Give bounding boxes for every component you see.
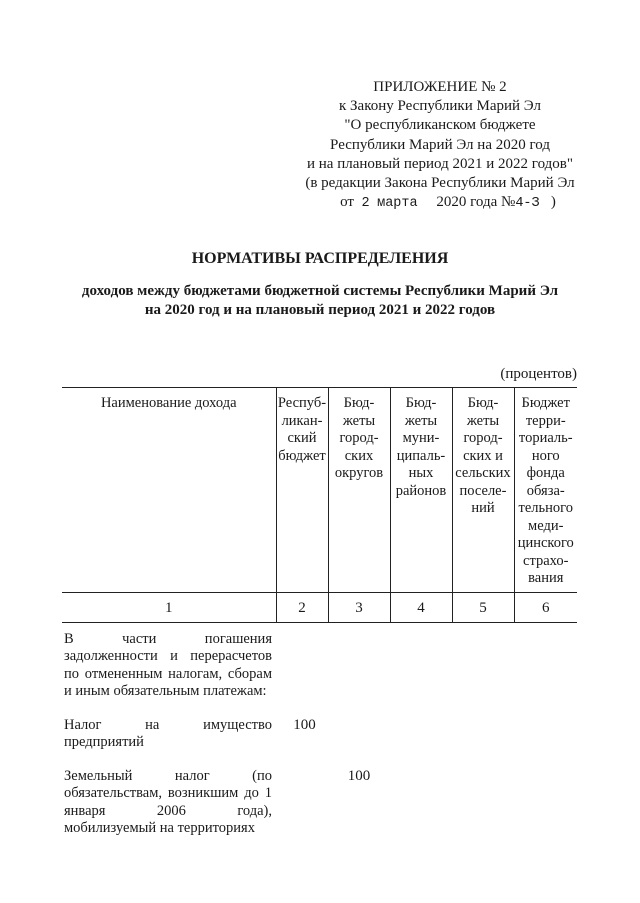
document-title: НОРМАТИВЫ РАСПРЕДЕЛЕНИЯ — [191, 250, 449, 267]
table-header-row — [62, 388, 577, 593]
table-row — [62, 713, 577, 764]
income-value: 100 — [293, 716, 316, 733]
appendix-date-day: 2 — [361, 196, 370, 212]
header-municipal-district-budgets: Бюд- жеты муни- ципаль- ных районов — [390, 388, 452, 593]
header-medical-insurance-fund: Бюджет терри- ториаль- ного фонда обяза- тельного меди- цинского страхо- вания — [514, 388, 577, 593]
distribution-table — [62, 387, 577, 838]
income-value — [276, 622, 328, 713]
income-value — [276, 764, 328, 838]
appendix-law-ref: к Закону Республики Марий Эл — [338, 98, 541, 115]
column-number: 1 — [62, 592, 276, 622]
income-value — [452, 713, 514, 764]
subtitle-line-1: доходов между бюджетами бюджетной системы Республики Марий Эл — [81, 283, 559, 299]
income-value — [514, 713, 577, 764]
header-republican-budget: Респуб- ликан- ский бюджет — [276, 388, 328, 593]
column-number: 3 — [328, 592, 390, 622]
income-value — [514, 622, 577, 713]
table-row — [62, 764, 577, 838]
income-value — [514, 764, 577, 838]
unit-label: (процентов) — [500, 366, 577, 382]
income-value — [390, 622, 452, 713]
income-value — [390, 713, 452, 764]
income-value — [328, 622, 390, 713]
income-name: В части погашения задолженности и перерасчетов по отмененным налогам, сборам и иным обязательным платежам: — [64, 630, 272, 699]
appendix-date-prefix: от — [340, 194, 354, 211]
appendix-close-paren: ) — [550, 194, 556, 211]
column-number: 6 — [514, 592, 577, 622]
income-value — [390, 764, 452, 838]
income-value — [328, 713, 390, 764]
header-city-district-budgets: Бюд- жеты город- ских округов — [328, 388, 390, 593]
income-value — [452, 764, 514, 838]
income-name: Налог на имущество предприятий — [64, 716, 272, 750]
appendix-law-number: 4-З — [515, 196, 540, 212]
header-income-name: Наименование дохода — [62, 388, 276, 593]
column-number: 4 — [390, 592, 452, 622]
appendix-law-title-3: и на плановый период 2021 и 2022 годов" — [307, 155, 573, 172]
column-number-row — [62, 592, 577, 622]
appendix-law-title-1: "О республиканском бюджете — [344, 117, 536, 134]
subtitle-line-2: на 2020 год и на плановый период 2021 и 2022 годов — [144, 302, 496, 318]
column-number: 2 — [276, 592, 328, 622]
appendix-block — [270, 78, 610, 213]
income-value — [452, 622, 514, 713]
column-number: 5 — [452, 592, 514, 622]
appendix-date-year: 2020 года № — [436, 194, 516, 211]
appendix-edition-date — [278, 193, 618, 213]
appendix-date-month: марта — [377, 196, 418, 212]
header-settlement-budgets: Бюд- жеты город- ских и сельских поселе- ний — [452, 388, 514, 593]
appendix-law-title-2: Республики Марий Эл на 2020 год — [330, 136, 550, 153]
appendix-edition: (в редакции Закона Республики Марий Эл — [305, 175, 575, 192]
income-value: 100 — [347, 767, 371, 784]
document-subtitle — [40, 282, 600, 320]
income-name: Земельный налог (по обязательствам, возникшим до 1 января 2006 года), мобилизуемый на территориях — [64, 767, 272, 836]
table-row — [62, 622, 577, 713]
appendix-label: ПРИЛОЖЕНИЕ № 2 — [373, 79, 507, 95]
